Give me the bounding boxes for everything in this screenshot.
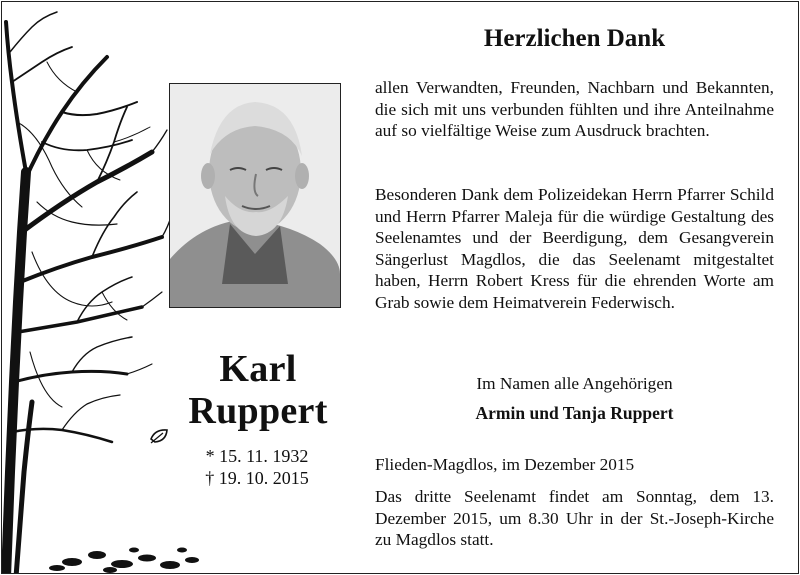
- life-dates: [192, 445, 322, 489]
- thanks-paragraph: allen Verwandten, Freunden, Nachbarn und Bekannten, die sich mit uns verbunden fühlten und ihre Anteilnahme auf so vielfältige Weise zum Ausdruck brachten.: [375, 78, 774, 141]
- mass-notice: Das dritte Seelenamt findet am Sonntag, dem 13. Dezember 2015, um 8.30 Uhr in der St.-Joseph-Kirche zu Magdlos statt.: [375, 487, 774, 550]
- signers: Armin und Tanja Ruppert: [475, 403, 674, 423]
- death-date: † 19. 10. 2015: [205, 468, 309, 488]
- last-name: Ruppert: [188, 390, 328, 432]
- special-thanks-paragraph: Besonderen Dank dem Polizeidekan Herrn Pfarrer Schild und Herrn Pfarrer Maleja für die würdige Gestaltung des Seelenamtes und der Beerdigung, dem Gesangverein Sängerlust Magdlos, die das Seelenamt mitgestaltet haben, Herrn Robert Kress für die ehrenden Worte am Grab sowie dem Heimatverein Federwisch.: [375, 185, 774, 312]
- birth-date: * 15. 11. 1932: [205, 446, 309, 466]
- place-date: Flieden-Magdlos, im Dezember 2015: [375, 455, 635, 474]
- deceased-name: [162, 348, 354, 432]
- first-name: Karl: [219, 348, 297, 390]
- heading: Herzlichen Dank: [483, 25, 666, 52]
- leaf-icon: [149, 427, 171, 445]
- on-behalf-line: Im Namen alle Angehörigen: [476, 374, 673, 393]
- obituary-card: [1, 1, 799, 574]
- portrait-photo: [169, 83, 341, 308]
